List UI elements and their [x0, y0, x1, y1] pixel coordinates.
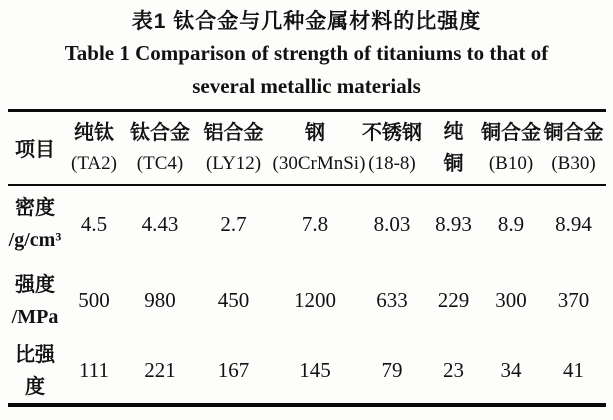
header-material-name: 铜合金 — [543, 121, 604, 144]
value-cell: 34 — [500, 358, 522, 382]
value-cell: 41 — [563, 358, 584, 382]
header-cell-copper-alloy-b10 — [481, 111, 542, 185]
value-cell: 145 — [299, 358, 331, 382]
value-cell: 8.94 — [555, 211, 592, 236]
row-label-density — [8, 185, 63, 263]
header-material-name: 铜 — [443, 152, 464, 175]
value-cell: 8.03 — [373, 211, 411, 236]
table-row-strength — [8, 263, 606, 339]
row-label-specific-strength — [8, 339, 63, 405]
header-material-grade: (TA2) — [71, 152, 117, 174]
value-cell: 2.7 — [220, 211, 247, 236]
row-label-unit: /g/cm³ — [8, 229, 62, 251]
header-material-name: 纯钛 — [74, 121, 114, 144]
header-material-name: 纯 — [443, 120, 464, 143]
table-title-en-line2: several metallic materials — [192, 74, 421, 98]
value-cell: 633 — [376, 288, 408, 312]
header-material-name: 钢 — [305, 121, 325, 144]
value-cell: 300 — [495, 288, 527, 312]
value-cell: 23 — [443, 358, 464, 382]
value-cell: 4.5 — [80, 211, 108, 236]
header-cell-pure-copper — [427, 111, 481, 185]
table-row-density — [8, 185, 606, 263]
value-cell: 111 — [79, 358, 109, 382]
value-cell: 167 — [217, 358, 250, 382]
header-material-grade: (30CrMnSi) — [272, 152, 366, 174]
value-cell: 8.93 — [435, 211, 472, 236]
row-label-line: 比强 — [15, 343, 55, 366]
header-material-grade: (B10) — [488, 152, 534, 174]
value-cell: 370 — [557, 288, 590, 312]
header-cell-stainless-steel — [358, 111, 427, 185]
row-label-line: 度 — [25, 375, 45, 398]
table-row-specific-strength — [8, 339, 606, 405]
header-material-name: 钛合金 — [130, 121, 190, 144]
value-cell: 1200 — [294, 288, 336, 312]
header-cell-titanium-alloy — [126, 111, 195, 185]
header-material-grade: (18-8) — [368, 152, 416, 174]
table-caption — [0, 7, 613, 103]
table-title-en-line1: Table 1 Comparison of strength of titaniums to that of — [64, 41, 549, 65]
comparison-table — [8, 109, 606, 407]
header-cell-pure-titanium — [63, 111, 126, 185]
table-title-zh: 表1 钛合金与几种金属材料的比强度 — [131, 10, 482, 33]
value-cell: 500 — [78, 288, 110, 312]
header-material-name: 不锈钢 — [362, 121, 422, 144]
header-cell-steel — [272, 111, 366, 185]
header-cell-item: 项目 — [15, 139, 55, 162]
row-label-line: 密度 — [15, 197, 55, 219]
value-cell: 229 — [437, 288, 470, 312]
header-material-grade: (TC4) — [136, 152, 184, 174]
header-material-name: 铜合金 — [481, 121, 541, 144]
value-cell: 79 — [381, 358, 403, 382]
header-material-grade: (B30) — [551, 152, 596, 174]
header-cell-aluminum-alloy — [195, 111, 273, 185]
value-cell: 8.9 — [497, 211, 525, 236]
value-cell: 7.8 — [301, 211, 329, 236]
value-cell: 4.43 — [141, 211, 179, 236]
header-cell-copper-alloy-b30 — [542, 111, 606, 185]
header-material-name: 铝合金 — [203, 121, 264, 144]
header-row — [8, 111, 606, 185]
value-cell: 221 — [144, 358, 176, 382]
row-label-line: 强度 — [15, 273, 55, 296]
value-cell: 980 — [144, 288, 176, 312]
value-cell: 450 — [217, 288, 250, 312]
header-material-grade: (LY12) — [205, 152, 262, 174]
row-label-strength — [8, 263, 63, 339]
row-label-unit: /MPa — [11, 305, 59, 328]
